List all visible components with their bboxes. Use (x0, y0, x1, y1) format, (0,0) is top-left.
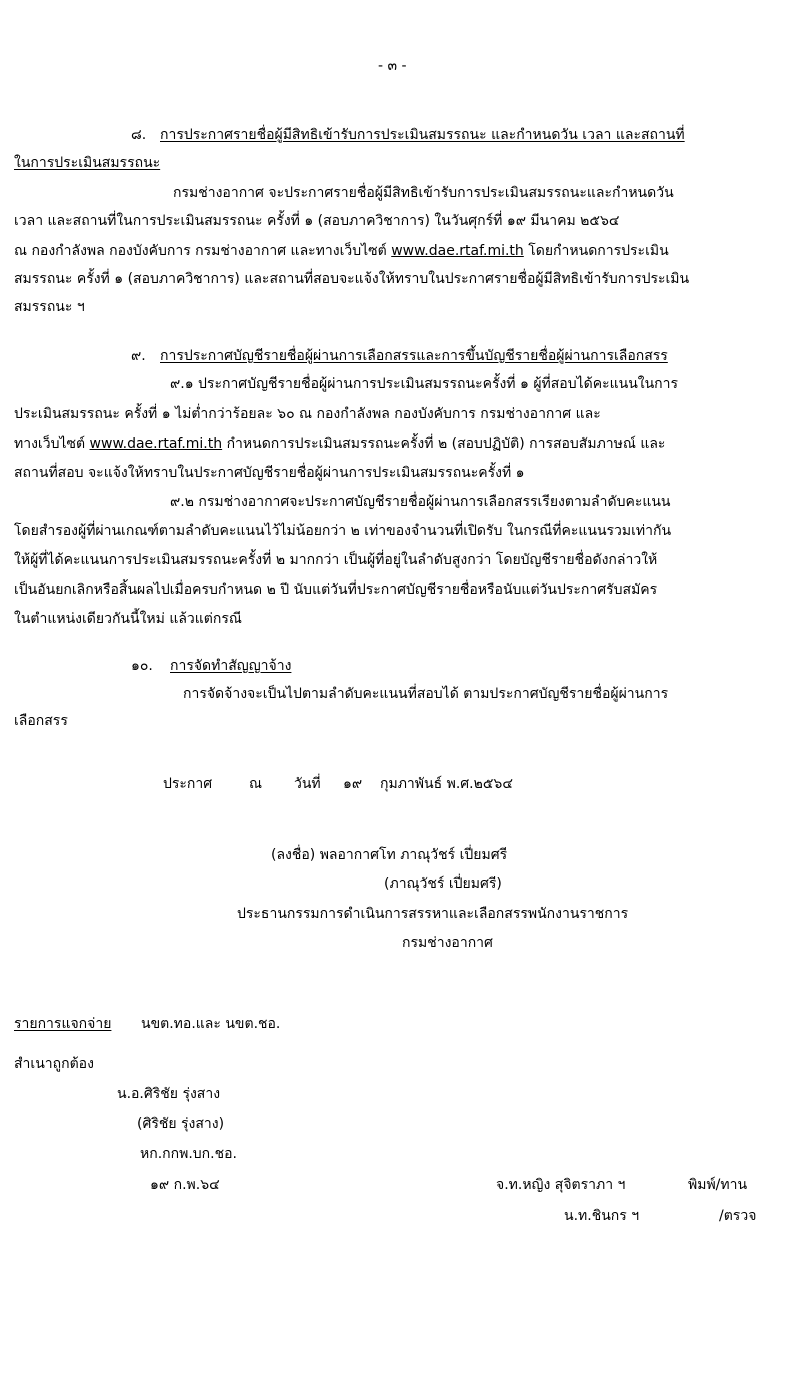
signature-position: ประธานกรรมการดำเนินการสรรหาและเลือกสรรพนักงานราชการ (237, 906, 629, 922)
section-9-1-text: สถานที่สอบ จะแจ้งให้ทราบในประกาศบัญชีรายชื่อผู้ผ่านการประเมินสมรรถนะครั้งที่ ๑ (14, 465, 525, 481)
signature-signed: (ลงชื่อ) พลอากาศโท ภาณุวัชร์ เปี่ยมศรี (271, 847, 508, 863)
certified-name: (ศิริชัย รุ่งสาง) (137, 1116, 225, 1132)
section-9-2-text: โดยสำรองผู้ที่ผ่านเกณฑ์ตามลำดับคะแนนไว้ไม่น้อยกว่า ๒ เท่าของจำนวนที่เปิดรับ ในกรณีที่คะแนนรวมเท่ากัน (14, 523, 672, 539)
section-9-1-text: ประเมินสมรรถนะ ครั้งที่ ๑ ไม่ต่ำกว่าร้อยละ ๖๐ ณ กองกำลังพล กองบังคับการ กรมช่างอากาศ และ (14, 406, 601, 422)
website-link[interactable]: www.dae.rtaf.mi.th (391, 243, 524, 259)
section-8-text-line: กรมช่างอากาศ จะประกาศรายชื่อผู้มีสิทธิเข้ารับการประเมินสมรรถนะและกำหนดวัน (173, 185, 674, 201)
section-9-2-text: เป็นอันยกเลิกหรือสิ้นผลไปเมื่อครบกำหนด ๒ ปี นับแต่วันที่ประกาศบัญชีรายชื่อหรือนับแต่วันประกาศรับสมัคร (14, 582, 658, 598)
announce-label: ประกาศ (163, 776, 213, 792)
section-9-number: ๙. (131, 348, 146, 364)
certified-signer: น.อ.ศิริชัย รุ่งสาง (117, 1086, 221, 1102)
section-8-number: ๘. (131, 127, 147, 143)
section-8-heading: การประกาศรายชื่อผู้มีสิทธิเข้ารับการประเมินสมรรถนะ และกำหนดวัน เวลา และสถานที่ (160, 127, 685, 143)
footer-checker: น.ท.ชินกร ฯ (564, 1208, 640, 1224)
section-10-heading: การจัดทำสัญญาจ้าง (170, 658, 292, 674)
announce-month-year: กุมภาพันธ์ พ.ศ.๒๕๖๔ (380, 776, 513, 792)
footer-typist: จ.ท.หญิง สุจิตราภา ฯ (496, 1177, 626, 1193)
distribution-label: รายการแจกจ่าย (14, 1016, 112, 1032)
section-8-text-line: ณ กองกำลังพล กองบังคับการ กรมช่างอากาศ และทางเว็บไซต์ www.dae.rtaf.mi.th โดยกำหนดการประเมิน (14, 243, 669, 259)
footer-checker-role: /ตรวจ (719, 1208, 757, 1224)
section-9-2-text: ๙.๒ กรมช่างอากาศจะประกาศบัญชีรายชื่อผู้ผ่านการเลือกสรรเรียงตามลำดับคะแนน (170, 494, 671, 510)
certified-date: ๑๙ ก.พ.๖๔ (150, 1177, 220, 1193)
certified-office: หก.กกพ.บก.ชอ. (140, 1146, 237, 1162)
section-9-1-text: ๙.๑ ประกาศบัญชีรายชื่อผู้ผ่านการประเมินสมรรถนะครั้งที่ ๑ ผู้ที่สอบได้คะแนนในการ (170, 376, 679, 392)
section-10-text: เลือกสรร (14, 713, 68, 729)
website-link[interactable]: www.dae.rtaf.mi.th (89, 436, 223, 452)
section-9-2-text: ให้ผู้ที่ได้คะแนนการประเมินสมรรถนะครั้งที่ ๒ มากกว่า เป็นผู้ที่อยู่ในลำดับสูงกว่า โดยบัญชีรายชื่อดังกล่าวให้ (14, 552, 658, 568)
section-9-heading: การประกาศบัญชีรายชื่อผู้ผ่านการเลือกสรรและการขึ้นบัญชีรายชื่อผู้ผ่านการเลือกสรร (160, 348, 668, 364)
section-8-text-line: เวลา และสถานที่ในการประเมินสมรรถนะ ครั้งที่ ๑ (สอบภาควิชาการ) ในวันศุกร์ที่ ๑๙ มีนาคม ๒๕๖๔ (14, 213, 620, 229)
section-10-text: การจัดจ้างจะเป็นไปตามลำดับคะแนนที่สอบได้ ตามประกาศบัญชีรายชื่อผู้ผ่านการ (183, 686, 669, 702)
signature-department: กรมช่างอากาศ (402, 935, 493, 951)
announce-day: ๑๙ (343, 776, 363, 792)
page-number: - ๓ - (378, 58, 407, 74)
section-10-number: ๑๐. (131, 658, 153, 674)
footer-typist-role: พิมพ์/ทาน (688, 1177, 748, 1193)
distribution-value: นขต.ทอ.และ นขต.ชอ. (141, 1016, 281, 1032)
signature-name: (ภาณุวัชร์ เปี่ยมศรี) (384, 876, 502, 892)
section-8-text-line: สมรรถนะ ฯ (14, 299, 85, 315)
announce-date-label: วันที่ (294, 776, 321, 792)
section-8-text-line: สมรรถนะ ครั้งที่ ๑ (สอบภาควิชาการ) และสถานที่สอบจะแจ้งให้ทราบในประกาศรายชื่อผู้มีสิทธิเข้ารับการประเมิน (14, 271, 690, 287)
section-8-heading-cont: ในการประเมินสมรรถนะ (14, 155, 161, 171)
certified-copy-label: สำเนาถูกต้อง (14, 1056, 94, 1072)
section-9-1-text: ทางเว็บไซต์ www.dae.rtaf.mi.th กำหนดการประเมินสมรรถนะครั้งที่ ๒ (สอบปฏิบัติ) การสอบสัมภาษณ์ และ (14, 436, 666, 452)
announce-at: ณ (249, 776, 262, 792)
section-9-2-text: ในตำแหน่งเดียวกันนี้ใหม่ แล้วแต่กรณี (14, 611, 242, 627)
